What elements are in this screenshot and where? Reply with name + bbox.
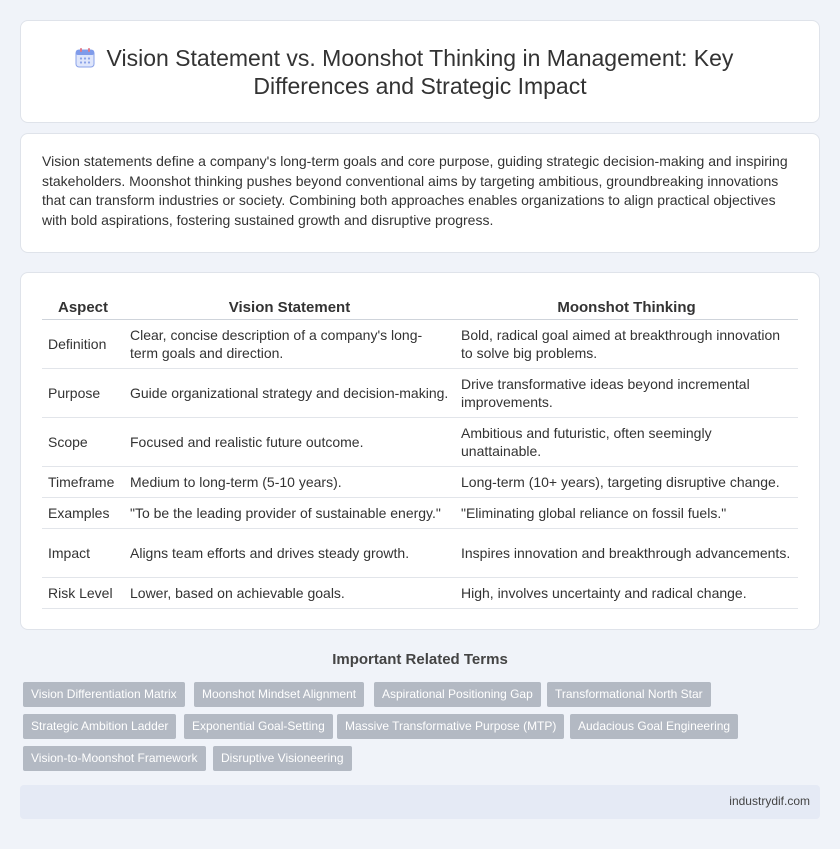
comparison-card	[20, 272, 820, 630]
column-header-moonshot-thinking: Moonshot Thinking	[455, 295, 798, 320]
related-term-tag[interactable]: Disruptive Visioneering	[213, 746, 352, 771]
moonshot-cell: Bold, radical goal aimed at breakthrough innovation to solve big problems.	[455, 320, 798, 369]
related-term-tag[interactable]: Strategic Ambition Ladder	[23, 714, 176, 739]
vision-cell: Clear, concise description of a company's long-term goals and direction.	[124, 320, 455, 369]
moonshot-cell: Inspires innovation and breakthrough advancements.	[455, 529, 798, 578]
table-row	[42, 529, 798, 578]
footer-site-name: industrydif.com	[729, 794, 810, 808]
related-term-tag[interactable]: Exponential Goal-Setting	[184, 714, 333, 739]
table-row	[42, 418, 798, 467]
related-term-tag[interactable]: Moonshot Mindset Alignment	[194, 682, 364, 707]
moonshot-cell: Drive transformative ideas beyond incremental improvements.	[455, 369, 798, 418]
moonshot-cell: Ambitious and futuristic, often seemingly unattainable.	[455, 418, 798, 467]
related-term-tag[interactable]: Vision-to-Moonshot Framework	[23, 746, 206, 771]
related-term-tag[interactable]: Audacious Goal Engineering	[570, 714, 738, 739]
intro-card	[20, 133, 820, 253]
moonshot-cell: "Eliminating global reliance on fossil fuels."	[455, 498, 798, 529]
vision-cell: Lower, based on achievable goals.	[124, 578, 455, 609]
page-title: Vision Statement vs. Moonshot Thinking in Management: Key Differences and Strategic Impact	[106, 44, 734, 99]
table-row	[42, 467, 798, 498]
table-row	[42, 578, 798, 609]
related-term-tag[interactable]: Massive Transformative Purpose (MTP)	[337, 714, 564, 739]
vision-cell: Guide organizational strategy and decision-making.	[124, 369, 455, 418]
table-header-row	[42, 295, 798, 320]
row-aspect: Timeframe	[42, 467, 124, 498]
column-header-aspect: Aspect	[42, 295, 124, 320]
related-term-tag[interactable]: Vision Differentiation Matrix	[23, 682, 185, 707]
row-aspect: Risk Level	[42, 578, 124, 609]
table-row	[42, 498, 798, 529]
related-term-tag[interactable]: Transformational North Star	[547, 682, 711, 707]
vision-cell: Focused and realistic future outcome.	[124, 418, 455, 467]
column-header-vision-statement: Vision Statement	[124, 295, 455, 320]
comparison-table	[42, 295, 798, 609]
vision-cell: Aligns team efforts and drives steady growth.	[124, 529, 455, 578]
related-term-tag[interactable]: Aspirational Positioning Gap	[374, 682, 541, 707]
table-row	[42, 369, 798, 418]
footer	[20, 785, 820, 819]
row-aspect: Definition	[42, 320, 124, 369]
vision-cell: Medium to long-term (5-10 years).	[124, 467, 455, 498]
related-terms-title: Important Related Terms	[332, 651, 508, 668]
moonshot-cell: High, involves uncertainty and radical change.	[455, 578, 798, 609]
row-aspect: Impact	[42, 529, 124, 578]
moonshot-cell: Long-term (10+ years), targeting disruptive change.	[455, 467, 798, 498]
table-row	[42, 320, 798, 369]
row-aspect: Purpose	[42, 369, 124, 418]
vision-cell: "To be the leading provider of sustainable energy."	[124, 498, 455, 529]
intro-paragraph: Vision statements define a company's long-term goals and core purpose, guiding strategic decision-making and inspiring stakeholders. Moonshot thinking pushes beyond conventional aims by targeting ambitious, groundbreaking innovations that can transform industries or society. Combining both approaches enables organizations to align practical objectives with bold aspirations, fostering sustained growth and disruptive progress.	[42, 153, 788, 228]
row-aspect: Examples	[42, 498, 124, 529]
row-aspect: Scope	[42, 418, 124, 467]
header-card	[20, 20, 820, 123]
